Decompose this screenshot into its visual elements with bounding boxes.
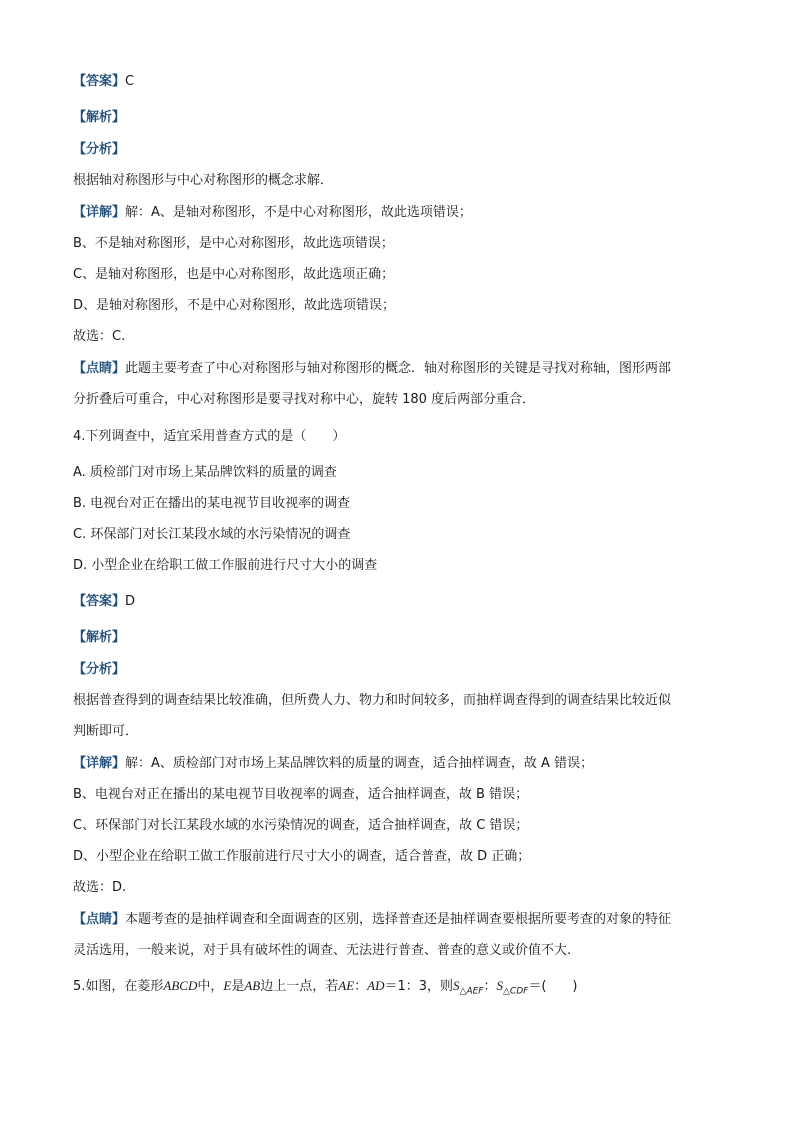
q4-option-c: C. 环保部门对长江某段水域的水污染情况的调查 [73,527,351,542]
xiangjie-text: 解：A、是轴对称图形，不是中心对称图形，故此选项错误； [125,205,472,220]
q3-choose: 故选：C. [73,329,126,344]
q5-text: ＝1：3，则 [384,979,454,994]
q4-option-b: B. 电视台对正在播出的某电视节目收视率的调查 [73,496,351,511]
q4-line-d: D、小型企业在给职工做工作服前进行尺寸大小的调查，适合普查，故 D 正确； [73,849,531,864]
xiangjie-tag: 【详解】 [73,756,126,771]
q5-area-s1-sub: △AEF [459,986,484,997]
q3-fenxi-text: 根据轴对称图形与中心对称图形的概念求解． [73,173,334,188]
q4-line-b: B、电视台对正在播出的某电视节目收视率的调查，适合抽样调查，故 B 错误； [73,787,529,802]
q4-jiexi-tag [73,628,125,648]
q5-var-ae: AE [338,978,355,993]
q3-fenxi-tag [73,140,125,160]
q3-dianjing-line1 [73,359,671,379]
q5-area-s2-sub: △CDF [503,986,529,997]
q3-line-b: B、不是轴对称图形，是中心对称图形，故此选项错误； [73,236,394,251]
q4-line-c: C、环保部门对长江某段水域的水污染情况的调查，适合抽样调查，故 C 错误； [73,818,529,833]
dianjing-text: 本题考查的是抽样调查和全面调查的区别，选择普查还是抽样调查要根据所要考查的对象的特征 [125,912,672,927]
q4-stem: 4.下列调查中，适宜采用普查方式的是（ ） [73,429,346,444]
q5-area-s2: S [496,978,504,993]
dianjing-text: 此题主要考查了中心对称图形与轴对称图形的概念．轴对称图形的关键是寻找对称轴，图形两部 [125,361,672,376]
answer-tag: 【答案】 [73,594,126,609]
q3-line-c: C、是轴对称图形，也是中心对称图形，故此选项正确； [73,267,395,282]
q3-xiangjie-line [73,203,472,223]
q4-fenxi-line1: 根据普查得到的调查结果比较准确，但所费人力、物力和时间较多，而抽样调查得到的调查结果比较近似 [73,693,672,708]
q5-text: 是 [231,979,245,994]
q3-answer-line [73,72,134,92]
q4-dianjing-line1 [73,910,671,930]
fenxi-tag: 【分析】 [73,662,126,677]
q3-jiexi-tag [73,108,125,128]
xiangjie-tag: 【详解】 [73,205,126,220]
q5-text: 5.如图，在菱形 [73,979,164,994]
q4-dianjing-line2: 灵活选用，一般来说，对于具有破坏性的调查、无法进行普查、普查的意义或价值不大. [73,943,572,958]
analysis-tag: 【解析】 [73,630,126,645]
xiangjie-text: 解：A、质检部门对市场上某品牌饮料的质量的调查，适合抽样调查，故 A 错误； [125,756,594,771]
q5-var-ab: AB [244,978,261,993]
q4-choose: 故选：D. [73,880,127,895]
q5-var-e: E [223,978,232,993]
q4-xiangjie-line [73,754,593,774]
analysis-tag: 【解析】 [73,110,126,125]
q4-option-a: A. 质检部门对市场上某品牌饮料的质量的调查 [73,465,337,480]
q4-fenxi-tag [73,660,125,680]
dianjing-tag: 【点睛】 [73,912,126,927]
q5-text: ＝( ) [528,979,578,994]
q5-text: 边上一点，若 [260,979,339,994]
answer-value: D [125,594,136,609]
q5-area-s1: S [453,978,460,993]
q4-fenxi-line2: 判断即可． [73,724,139,739]
q5-stem [73,976,577,1002]
q3-line-d: D、是轴对称图形，不是中心对称图形，故此选项错误； [73,298,396,313]
q3-dianjing-line2: 分折叠后可重合，中心对称图形是要寻找对称中心，旋转 180 度后两部分重合． [73,392,536,407]
answer-value: C [125,74,135,89]
q5-text: 中， [197,979,224,994]
q4-option-d: D. 小型企业在给职工做工作服前进行尺寸大小的调查 [73,558,378,573]
q5-var-abcd: ABCD [163,978,198,993]
q5-text: ： [354,979,368,994]
answer-tag: 【答案】 [73,74,126,89]
q4-answer-line [73,592,135,612]
q5-text: ： [483,979,497,994]
q5-var-ad: AD [367,978,385,993]
fenxi-tag: 【分析】 [73,142,126,157]
dianjing-tag: 【点睛】 [73,361,126,376]
